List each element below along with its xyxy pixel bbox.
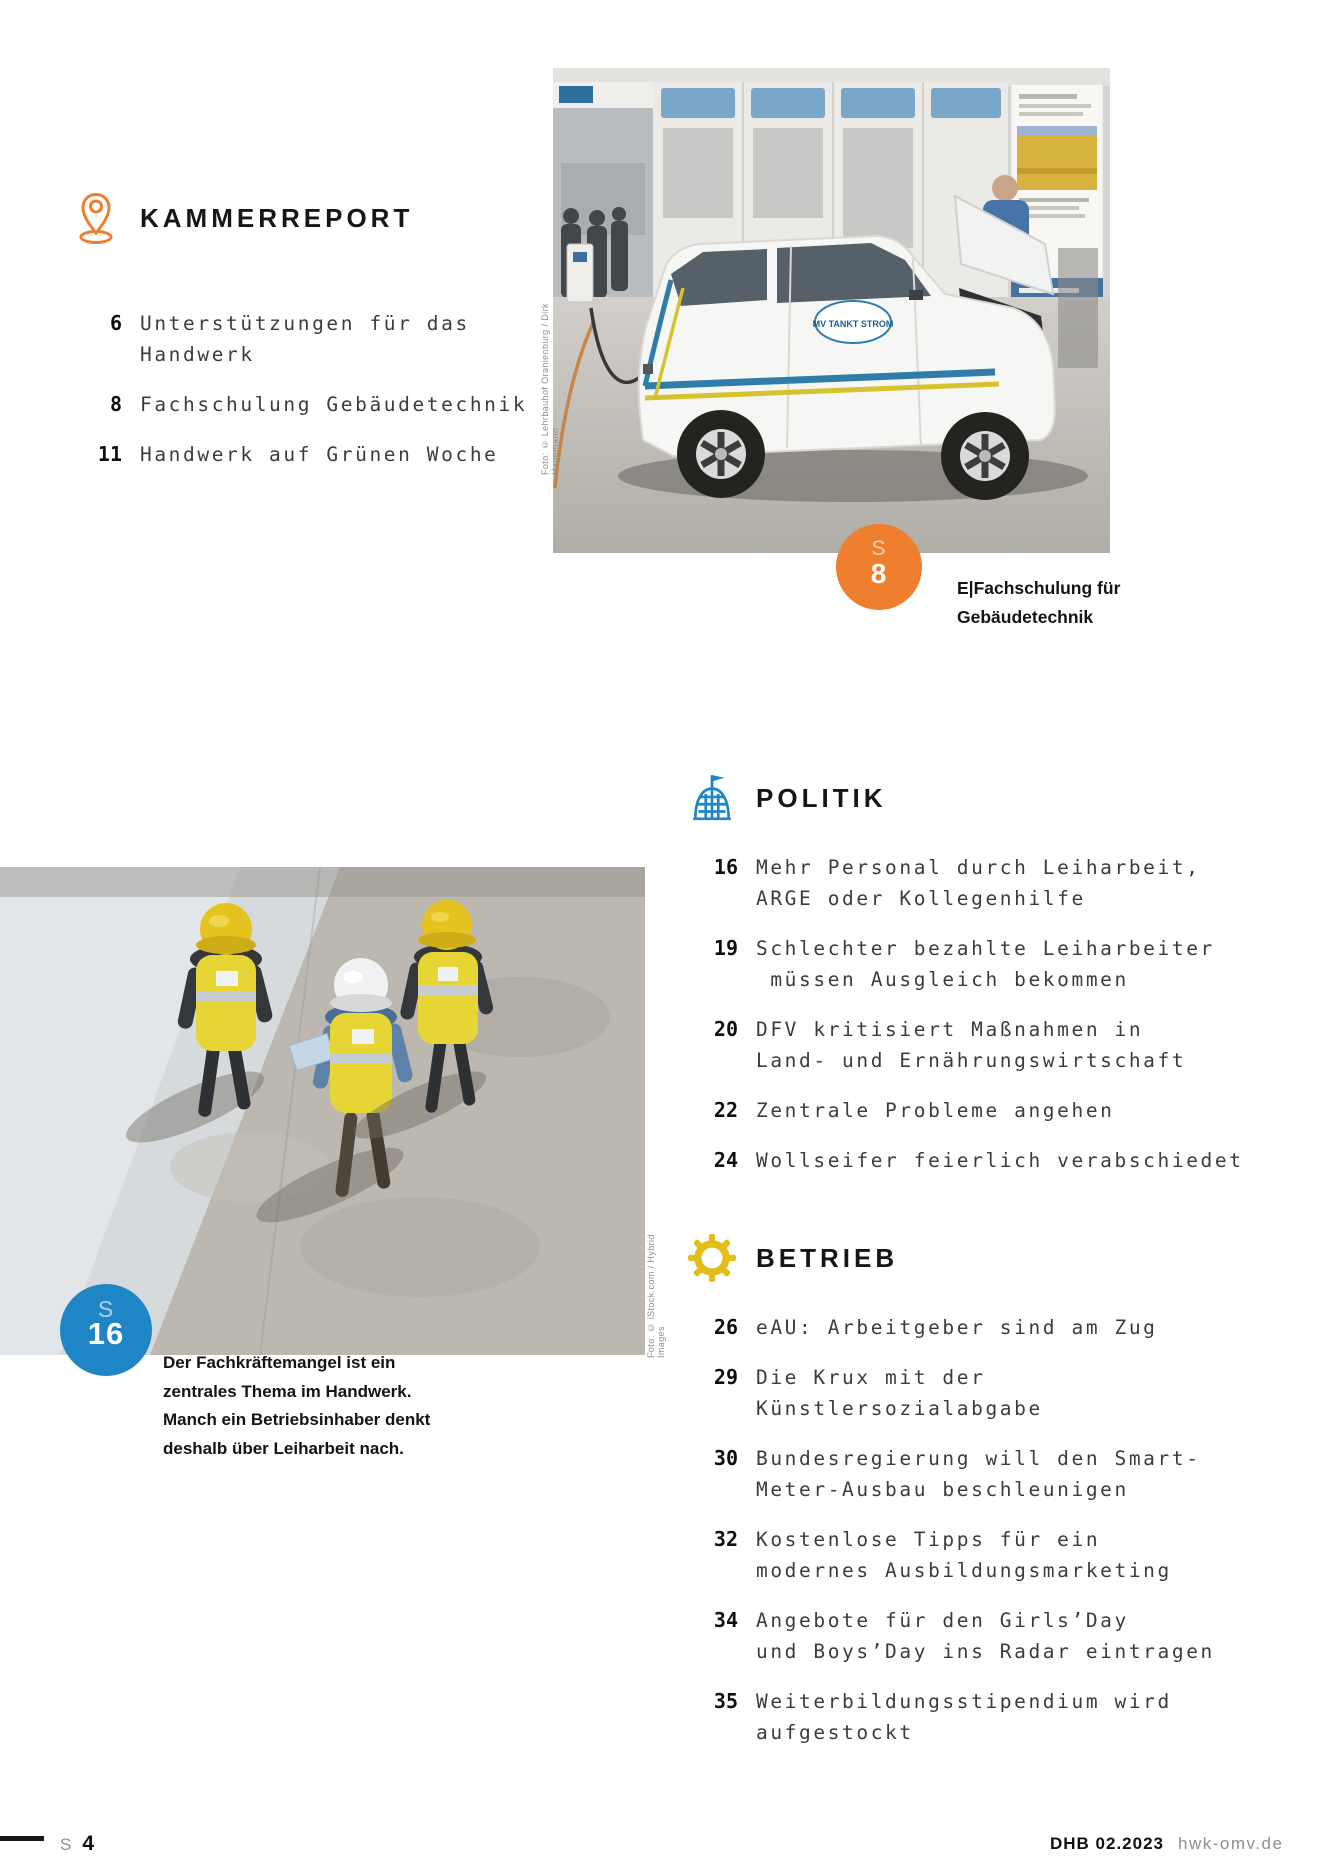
location-pin-icon bbox=[72, 192, 120, 244]
toc-entry-title-line: Zentrale Probleme angehen bbox=[756, 1099, 1115, 1122]
toc-entry-page-number: 11 bbox=[97, 442, 122, 466]
toc-entry-title-line: DFV kritisiert Maßnahmen in bbox=[756, 1018, 1144, 1041]
toc-entry-page-number: 34 bbox=[713, 1608, 738, 1632]
toc-entry-page-number: 16 bbox=[713, 855, 738, 879]
toc-entry-title-line: eAU: Arbeitgeber sind am Zug bbox=[756, 1316, 1158, 1339]
toc-entry-title-line: Kostenlose Tipps für ein bbox=[756, 1528, 1101, 1551]
toc-entry bbox=[688, 1605, 1274, 1667]
section-title-betrieb: BETRIEB bbox=[756, 1242, 899, 1273]
capitol-icon bbox=[688, 772, 736, 824]
toc-entry-title-line: Unterstützungen für das bbox=[140, 312, 470, 335]
toc-entry bbox=[688, 1686, 1274, 1748]
caption-line: Der Fachkräftemangel ist ein bbox=[163, 1353, 396, 1372]
car-door-logo-text: MV TANKT STROM bbox=[812, 319, 894, 329]
caption-line: deshalb über Leiharbeit nach. bbox=[163, 1438, 404, 1458]
toc-entry bbox=[688, 1524, 1274, 1586]
toc-entries bbox=[688, 852, 1274, 1176]
toc-entry bbox=[688, 933, 1274, 995]
toc-entries bbox=[72, 308, 572, 470]
toc-entry-title-line: Wollseifer feierlich verabschiedet bbox=[756, 1149, 1244, 1172]
footer-issue: DHB 02.2023 bbox=[1050, 1834, 1165, 1853]
toc-entry-title-line: Die Krux mit der bbox=[756, 1366, 986, 1389]
badge-prefix: S bbox=[97, 1296, 115, 1322]
caption-line: E|Fachschulung für bbox=[957, 578, 1121, 598]
toc-entry bbox=[688, 1014, 1274, 1076]
toc-entry-title-line: modernes Ausbildungsmarketing bbox=[756, 1559, 1172, 1582]
toc-entry-title-line: Fachschulung Gebäudetechnik bbox=[140, 393, 528, 416]
workers-photo-credit: Foto: © iStock.com / Hybrid Images bbox=[646, 1234, 666, 1358]
badge-page-number: 16 bbox=[87, 1316, 125, 1351]
toc-entry bbox=[688, 1362, 1274, 1424]
toc-entry bbox=[688, 1095, 1274, 1126]
toc-entry-title-line: müssen Ausgleich bekommen bbox=[756, 968, 1129, 991]
section-betrieb bbox=[688, 1232, 1274, 1767]
toc-entry-title-line: Handwerk auf Grünen Woche bbox=[140, 443, 499, 466]
toc-entry-page-number: 32 bbox=[713, 1527, 738, 1551]
caption-line: zentrales Thema im Handwerk. bbox=[163, 1381, 412, 1401]
toc-entry bbox=[688, 1443, 1274, 1505]
footer-page-label: S bbox=[60, 1835, 73, 1854]
badge-page-number: 8 bbox=[870, 558, 888, 589]
section-header bbox=[72, 192, 572, 244]
footer-page-number bbox=[60, 1832, 94, 1856]
toc-entry-page-number: 24 bbox=[713, 1148, 738, 1172]
footer-rule bbox=[0, 1836, 44, 1841]
caption-line: Manch ein Betriebsinhaber denkt bbox=[163, 1410, 431, 1429]
toc-entry-title-line: Handwerk bbox=[140, 343, 255, 366]
footer-issue-info bbox=[1050, 1834, 1283, 1854]
toc-entry-title-line: Schlechter bezahlte Leiharbeiter bbox=[756, 937, 1215, 960]
badge-prefix: S bbox=[871, 537, 887, 560]
page-badge-s8 bbox=[836, 524, 922, 610]
toc-entry-title-line: Weiterbildungsstipendium wird bbox=[756, 1690, 1172, 1713]
toc-entry-page-number: 6 bbox=[109, 311, 122, 335]
section-title-politik: POLITIK bbox=[756, 782, 887, 813]
toc-entry-title-line: Bundesregierung will den Smart- bbox=[756, 1447, 1201, 1470]
toc-entry-title-line: aufgestockt bbox=[756, 1721, 914, 1744]
section-title-kammerreport: KAMMERREPORT bbox=[140, 202, 414, 233]
toc-entry-page-number: 20 bbox=[713, 1017, 738, 1041]
toc-entry-page-number: 8 bbox=[109, 392, 122, 416]
toc-entry-title-line: Künstlersozialabgabe bbox=[756, 1397, 1043, 1420]
construction-workers-photo bbox=[0, 867, 645, 1355]
car-photo-credit: Foto: © Lehrbauhof Oranienburg / Dirk Hagemann bbox=[540, 303, 560, 475]
toc-entry bbox=[688, 852, 1274, 914]
toc-entry-title-line: Angebote für den Girls’Day bbox=[756, 1609, 1129, 1632]
section-politik bbox=[688, 772, 1274, 1195]
caption-line: Gebäudetechnik bbox=[957, 607, 1094, 627]
toc-entry-title-line: Meter-Ausbau beschleunigen bbox=[756, 1478, 1129, 1501]
section-header bbox=[688, 772, 1274, 824]
gear-icon bbox=[688, 1232, 736, 1284]
car-exhibition-photo bbox=[553, 68, 1110, 553]
car-photo-caption bbox=[957, 574, 1120, 632]
toc-entry-title-line: Land- und Ernährungswirtschaft bbox=[756, 1049, 1187, 1072]
toc-entry-page-number: 29 bbox=[713, 1365, 738, 1389]
toc-entry bbox=[688, 1312, 1274, 1343]
footer-website: hwk-omv.de bbox=[1178, 1834, 1284, 1853]
footer-page-value: 4 bbox=[82, 1832, 95, 1855]
toc-entry bbox=[72, 389, 572, 420]
section-header bbox=[688, 1232, 1274, 1284]
toc-entry-title-line: ARGE oder Kollegenhilfe bbox=[756, 887, 1086, 910]
workers-photo-caption bbox=[163, 1349, 453, 1463]
toc-entries bbox=[688, 1312, 1274, 1748]
toc-entry-page-number: 22 bbox=[713, 1098, 738, 1122]
toc-entry-page-number: 19 bbox=[713, 936, 738, 960]
page-badge-s16 bbox=[60, 1284, 152, 1376]
toc-entry bbox=[688, 1145, 1274, 1176]
toc-entry-page-number: 26 bbox=[713, 1315, 738, 1339]
toc-entry-page-number: 35 bbox=[713, 1689, 738, 1713]
section-kammerreport bbox=[72, 192, 572, 489]
toc-entry bbox=[72, 308, 572, 370]
toc-entry-title-line: Mehr Personal durch Leiharbeit, bbox=[756, 856, 1201, 879]
toc-entry bbox=[72, 439, 572, 470]
toc-entry-title-line: und Boys’Day ins Radar eintragen bbox=[756, 1640, 1215, 1663]
toc-entry-page-number: 30 bbox=[713, 1446, 738, 1470]
